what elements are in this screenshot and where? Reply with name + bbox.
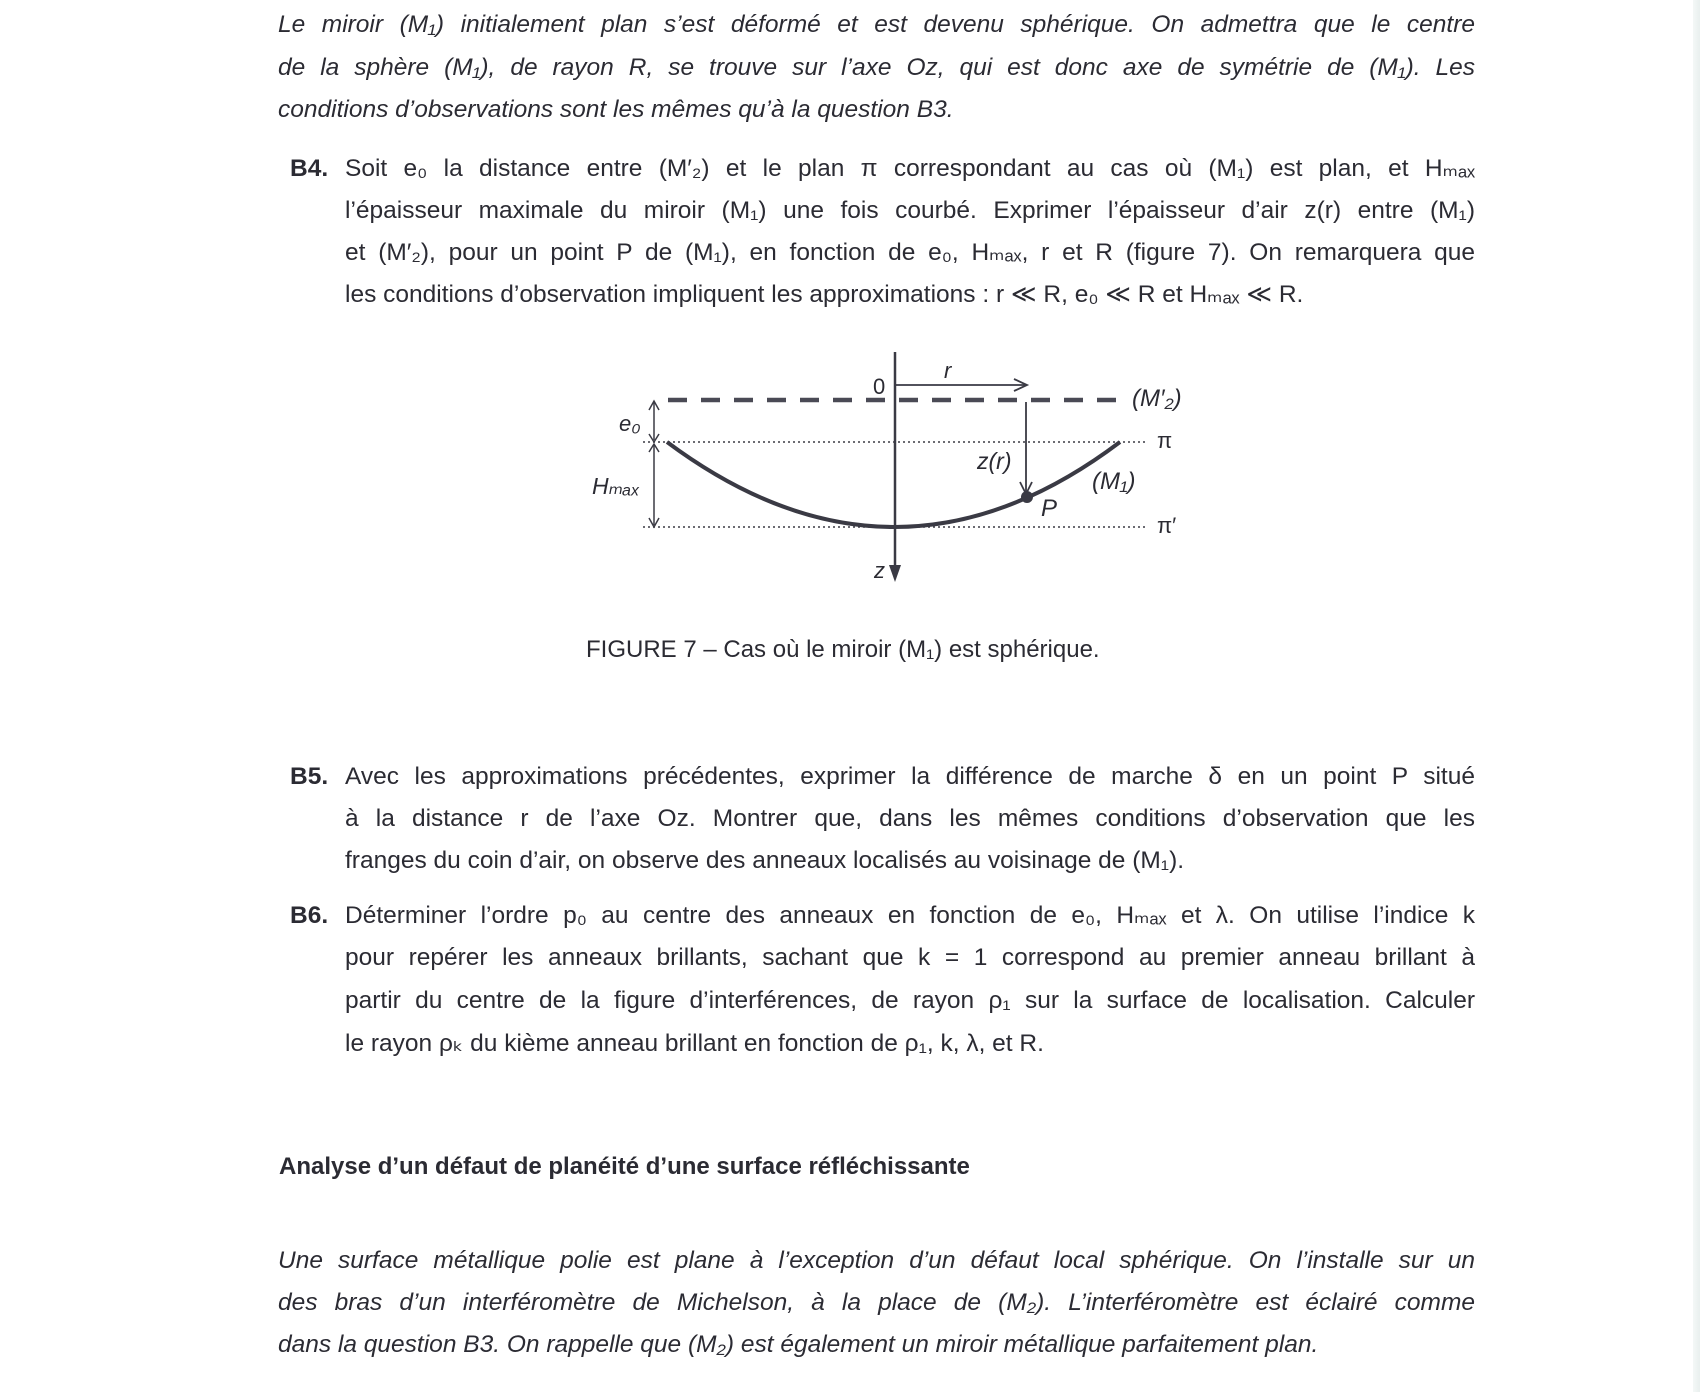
question-line: partir du centre de la figure d’interférences, de rayon ρ₁ sur la surface de localisation. Calculer [345,987,1475,1014]
section-heading: Analyse d’un défaut de planéité d’une surface réfléchissante [279,1153,970,1180]
intro-line: conditions d’observations sont les mêmes qu’à la question B3. [278,96,954,123]
question-line: l’épaisseur maximale du miroir (M₁) une fois courbé. Exprimer l’épaisseur d’air z(r) entre (M₁) [345,197,1475,224]
question-line: Avec les approximations précédentes, exprimer la différence de marche δ en un point P situé [345,763,1475,790]
section-line: dans la question B3. On rappelle que (M₂) est également un miroir métallique parfaitement plan. [278,1331,1319,1358]
point-p-label: P [1041,495,1058,522]
section-line: des bras d’un interféromètre de Michelson, à la place de (M₂). L’interféromètre est éclairé comme [278,1289,1475,1316]
m2prime-label: (M′₂) [1132,385,1182,412]
question-line: Soit e₀ la distance entre (M′₂) et le plan π correspondant au cas où (M₁) est plan, et Hₘₐₓ [345,155,1475,182]
question-line: Déterminer l’ordre p₀ au centre des anneaux en fonction de e₀, Hₘₐₓ et λ. On utilise l’indice k [345,902,1475,929]
question-line: le rayon ρₖ du kième anneau brillant en fonction de ρ₁, k, λ, et R. [345,1030,1044,1057]
question-label: B5. [290,763,329,790]
e0-label: e₀ [619,411,641,436]
question-label: B6. [290,902,329,929]
question-label: B4. [290,155,329,182]
figure-caption [586,635,1100,665]
point-p-marker [1021,491,1033,503]
section-line: Une surface métallique polie est plane à l’exception d’un défaut local sphérique. On l’installe sur un [278,1247,1475,1274]
z-axis-arrowhead-icon [889,565,901,582]
question-line: et (M′₂), pour un point P de (M₁), en fonction de e₀, Hₘₐₓ, r et R (figure 7). On remarquera que [345,239,1475,266]
question-line: à la distance r de l’axe Oz. Montrer que, dans les mêmes conditions d’observation que les [345,805,1475,832]
figure-caption-prefix: FIGURE 7 [586,636,697,663]
intro-line: Le miroir (M₁) initialement plan s’est déformé et est devenu sphérique. On admettra que le centre [278,11,1475,38]
figure-caption-text: – Cas où le miroir (M₁) est sphérique. [696,636,1100,663]
pi-label: π [1157,428,1173,453]
pi-prime-label: π′ [1157,513,1177,538]
z-axis-label: z [874,558,885,583]
question-line: les conditions d’observation impliquent les approximations : r ≪ R, e₀ ≪ R et Hₘₐₓ ≪ R. [345,281,1304,308]
m1-label: (M₁) [1092,468,1136,495]
hmax-label: Hₘₐₓ [592,473,640,499]
question-line: pour repérer les anneaux brillants, sachant que k = 1 correspond au premier anneau brillant à [345,944,1475,971]
origin-label: 0 [873,374,886,399]
intro-line: de la sphère (M₁), de rayon R, se trouve sur l’axe Oz, qui est donc axe de symétrie de (M₁). Les [278,54,1475,81]
question-line: franges du coin d’air, on observe des anneaux localisés au voisinage de (M₁). [345,847,1185,874]
r-label: r [944,358,952,383]
zr-label: z(r) [977,448,1012,474]
